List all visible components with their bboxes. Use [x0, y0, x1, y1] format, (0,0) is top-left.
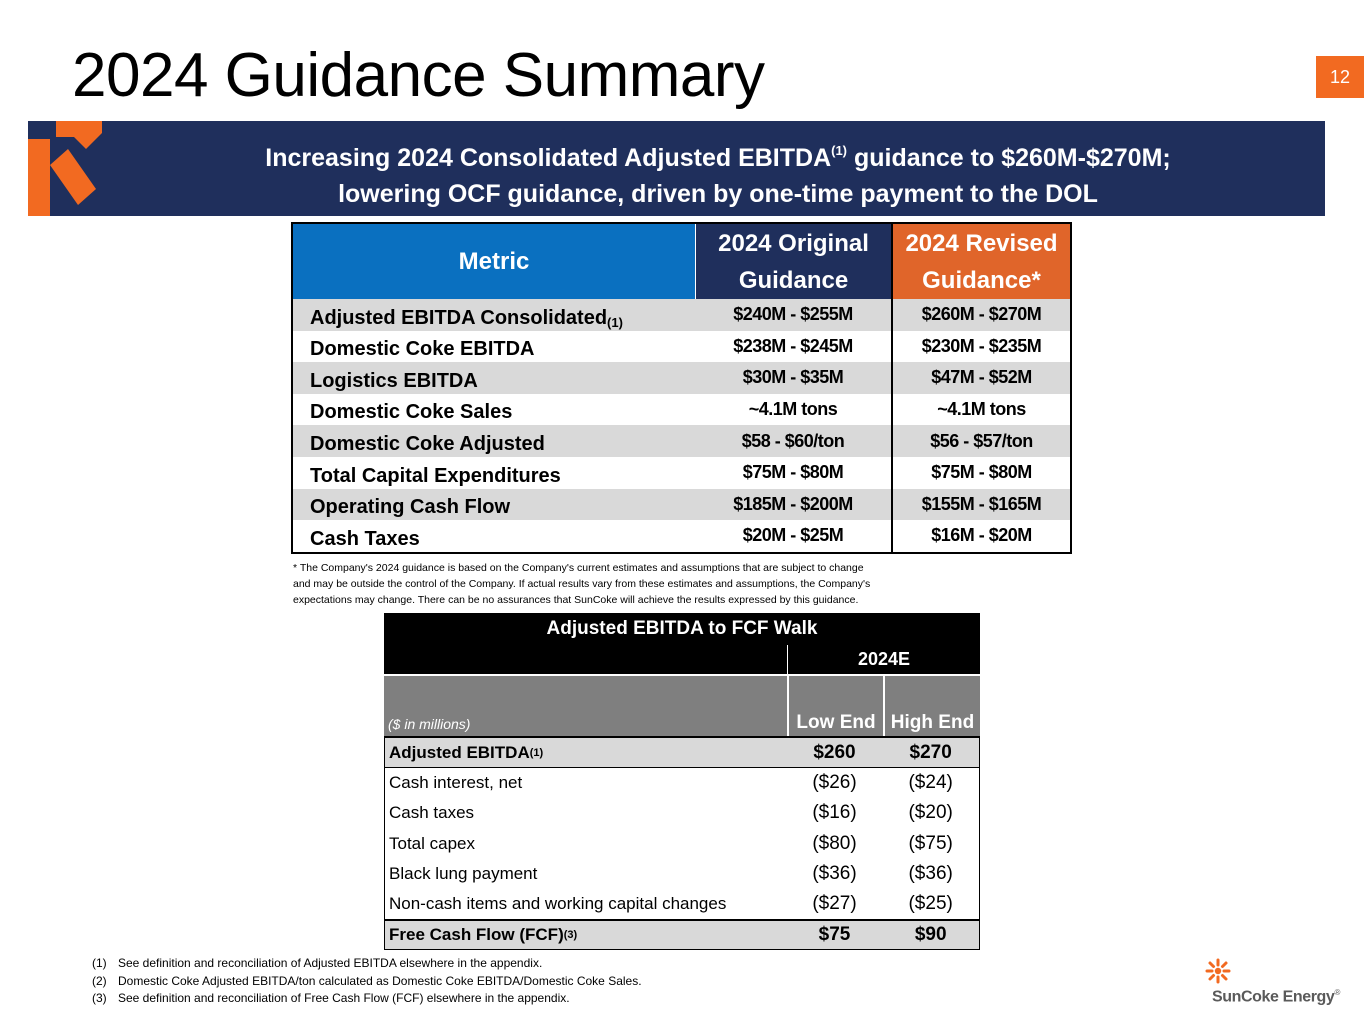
guidance-row: [293, 489, 1070, 521]
low-value: ($26): [812, 772, 857, 794]
walk-table-title: Adjusted EBITDA to FCF Walk: [384, 613, 980, 645]
low-end-header: Low End: [787, 676, 883, 736]
headline-banner: [28, 121, 1325, 216]
guidance-row: [293, 425, 1070, 457]
original-value: $240M - $255M: [733, 304, 853, 325]
footnote-number: (2): [92, 973, 107, 988]
walk-row: [385, 829, 979, 859]
brand-wordmark: SunCoke Energy®: [1212, 988, 1340, 1006]
footnote-text: Domestic Coke Adjusted EBITDA/ton calculated as Domestic Coke EBITDA/Domestic Coke Sales.: [118, 973, 642, 988]
page-number: 12: [1316, 56, 1364, 98]
metric-label: Domestic Coke Adjusted: [310, 432, 545, 455]
footnote-number: (3): [92, 991, 107, 1005]
low-value: ($16): [812, 802, 857, 824]
adjusted-ebitda-row: [385, 738, 979, 768]
original-value: $20M - $25M: [742, 525, 844, 546]
metric-label: Cash Taxes: [310, 527, 420, 550]
footnote: [92, 955, 642, 973]
low-value: ($27): [812, 893, 857, 915]
guidance-row: [293, 394, 1070, 426]
guidance-disclaimer: * The Company's 2024 guidance is based on the Company's current estimates and assumptions that are subject to change and may be outside the control of the Company. If actual results vary from these estimates and assumptions, the Company's expectations may change. There can be no assurances that SunCoke will achieve the results expressed by this guidance.: [293, 562, 871, 606]
original-value: $238M - $245M: [733, 335, 853, 356]
header-metric: Metric: [293, 224, 695, 299]
guidance-table: [291, 222, 1072, 554]
metric-label: Logistics EBITDA: [310, 369, 478, 392]
original-value: $30M - $35M: [742, 367, 844, 388]
walk-row: [385, 889, 979, 919]
units-label: ($ in millions): [388, 716, 471, 732]
high-value: ($25): [908, 893, 953, 915]
guidance-table-header: [293, 224, 1070, 299]
sun-icon: [1205, 958, 1231, 984]
row-label: Free Cash Flow (FCF) (3): [389, 925, 578, 945]
guidance-row: [293, 299, 1070, 331]
guidance-row: [293, 520, 1070, 552]
revised-value: $230M - $235M: [891, 331, 1070, 363]
footnotes: [92, 955, 642, 1008]
row-label: Cash taxes: [389, 803, 475, 823]
row-label: Total capex: [389, 833, 475, 853]
footnote: [92, 990, 642, 1008]
row-label: Cash interest, net: [389, 773, 523, 793]
high-value: $270: [909, 741, 952, 763]
revised-value: $155M - $165M: [891, 489, 1070, 521]
low-value: $260: [813, 741, 856, 763]
high-value: $90: [914, 924, 947, 946]
walk-year-row: [384, 645, 980, 674]
fcf-walk-table: [384, 613, 980, 950]
header-revised-guidance: 2024 Revised Guidance*: [891, 224, 1070, 299]
walk-row: [385, 768, 979, 798]
original-value: $185M - $200M: [733, 493, 853, 514]
high-value: ($20): [908, 802, 953, 824]
revised-value: $16M - $20M: [891, 520, 1070, 552]
walk-row: [385, 859, 979, 889]
revised-value: ~4.1M tons: [891, 394, 1070, 426]
metric-label: Total Capital Expenditures: [310, 464, 561, 487]
revised-value: $75M - $80M: [891, 457, 1070, 489]
revised-value: $56 - $57/ton: [891, 425, 1070, 457]
footnote-text: See definition and reconciliation of Free Cash Flow (FCF) elsewhere in the appendix.: [118, 991, 570, 1005]
high-end-header: High End: [883, 676, 980, 736]
walk-table-body: [384, 736, 980, 950]
row-label: Non-cash items and working capital changes: [389, 894, 727, 914]
metric-label: Operating Cash Flow: [310, 496, 511, 519]
footnote-text: See definition and reconciliation of Adjusted EBITDA elsewhere in the appendix.: [118, 956, 543, 970]
page-title: 2024 Guidance Summary: [72, 41, 765, 110]
low-value: ($80): [812, 832, 857, 854]
row-label: Black lung payment: [389, 863, 538, 883]
walk-row: [385, 798, 979, 828]
walk-year-label: 2024E: [787, 645, 980, 674]
footnote-number: (1): [92, 956, 107, 970]
original-value: ~4.1M tons: [748, 399, 838, 420]
row-label: Adjusted EBITDA (1): [389, 742, 544, 762]
low-value: ($36): [812, 862, 857, 884]
original-value: $58 - $60/ton: [741, 430, 845, 451]
revised-value: $260M - $270M: [891, 299, 1070, 331]
revised-value: $47M - $52M: [891, 362, 1070, 394]
guidance-row: [293, 457, 1070, 489]
high-value: ($24): [908, 772, 953, 794]
low-value: $75: [818, 924, 851, 946]
suncoke-k-logo-icon: [28, 121, 108, 216]
original-value: $75M - $80M: [742, 462, 844, 483]
metric-label: Domestic Coke Sales: [310, 401, 513, 424]
high-value: ($75): [908, 832, 953, 854]
guidance-row: [293, 362, 1070, 394]
guidance-row: [293, 331, 1070, 363]
banner-headline: Increasing 2024 Consolidated Adjusted EBITDA$^{(1)}$ guidance to $260M-$270M; lowering OCF guidance, driven by one-time payment to the DOL: [265, 143, 1171, 208]
free-cash-flow-row: [385, 919, 979, 949]
walk-column-header: [384, 674, 980, 736]
footnote: [92, 973, 642, 991]
header-original-guidance: 2024 Original Guidance: [695, 224, 891, 299]
metric-label: Domestic Coke EBITDA: [310, 338, 535, 361]
metric-label: Adjusted EBITDA Consolidated $_{(1)}$: [310, 306, 623, 330]
high-value: ($36): [908, 862, 953, 884]
suncoke-energy-logo: [1205, 958, 1340, 1010]
